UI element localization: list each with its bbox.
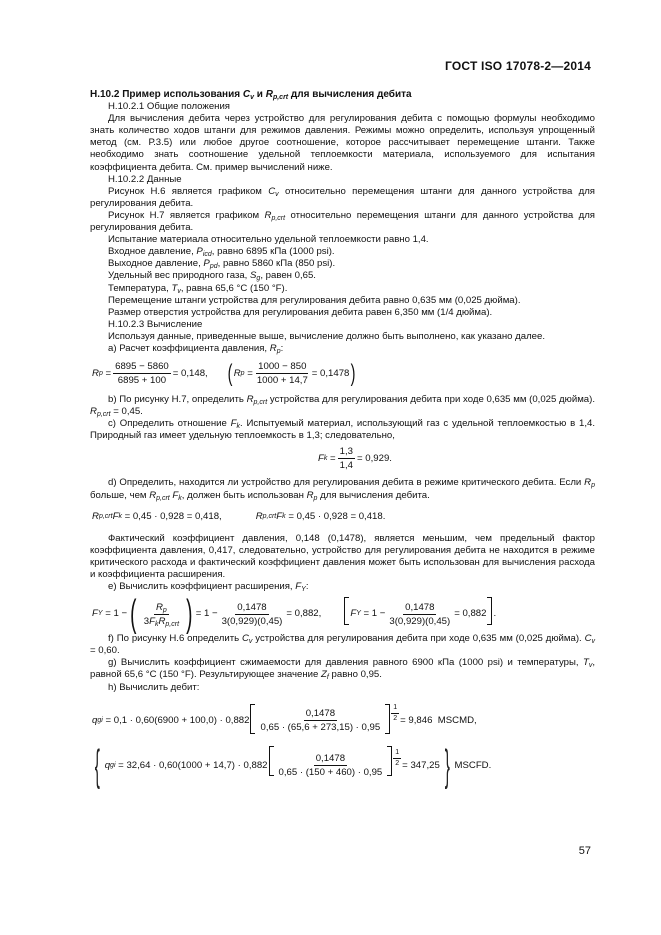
formula-critical: R p,crt F k = 0,45 · 0,928 = 0,418, R p,crt F k = 0,45 · 0,928 = 0,418. [92,510,386,522]
step-a: a) Расчет коэффициента давления, $R_p$: [108,342,284,355]
subheading-calculation: Н.10.2.3 Вычисление [108,318,203,330]
step-c: c) Определить отношение $F_k$. Испытуемый материал, использующий газ с удельной теплоемкостью в 1,4. Природный газ имеет удельную теплоемкость в 1,3; следовательно, [90,418,596,442]
formula-fk: F k = $\frac{1,3}{1,4}$ = 0,929. [318,446,392,472]
paragraph-gas-gravity: Удельный вес природного газа, $S_g$, равен 0,65. [108,270,316,283]
paragraph-specific-heat: Испытание материала относительно удельной теплоемкости равно 1,4. [108,234,429,246]
paragraph-general: Для вычисления дебита через устройство для регулирования дебита с помощью формулы необходимо знать количество ходов штанги для режимов давления. Режимы можно определить, используя упрощенный метод (см. Р.3.5) или любое другое соотношение, которое рассчитывает перемещение штанги. Также необходимо знать соотношение удельной теплоемкости материала, используемого для испытания коэффициента дебита. См. пример вычислений ниже. [90,113,595,173]
formula-rp: R p = $\frac{6895 - 5860}{6895 + 100}$ = 0,148, ( R p = $\frac{1000 - 850}{1000 + 14,7}$ = 0,1478 ) [92,359,356,387]
page-number: 57 [578,845,591,857]
paragraph-orifice-size: Размер отверстия устройства для регулирования дебита равен 6,350 мм (1/4 дюйма). [108,306,493,318]
paragraph-temperature: Температура, $T_v$, равна 65,6 °C (150 °F). [108,282,288,295]
step-d: d) Определить, находится ли устройство для регулирования дебита в режиме критического дебита. Если $R_p$ больше, чем $R_{p,crt}$ $F_k$, должен быть использован $R_p$ для вычисления дебита. [90,477,595,502]
step-e: e) Вычислить коэффициент расширения, $F_Y$: [108,581,309,594]
section-heading: Н.10.2 Пример использования $C_v$ и $R_{p,crt}$ для вычисления дебита [90,89,412,101]
document-body [90,89,596,790]
paragraph-actual-ratio: Фактический коэффициент давления, 0,148 (0,1478), является меньшим, чем предельный фактор коэффициента давления, 0,417, следовательно, устройство для регулирования дебита не находится в режиме критического расхода и фактический коэффициент давления может быть использован для вычисления расхода и коэффициента расширения. [90,532,595,580]
paragraph-figure-h6: Рисунок Н.6 является графиком $C_v$ относительно перемещения штанги для данного устройства для регулирования дебита. [90,185,596,209]
step-h: h) Вычислить дебит: [108,681,200,693]
step-f: f) По рисунку Н.6 определить $C_v$ устройства для регулирования дебита при ходе 0,635 мм (0,025 дюйма). $C_v = 0,60$. [90,633,595,657]
paragraph-inlet-pressure: Входное давление, $P_{icd}$, равно 6895 кПа (1000 psi). [108,246,335,259]
paragraph-outlet-pressure: Выходное давление, $P_{pd}$, равно 5860 кПа (850 psi). [108,258,336,271]
formula-q-imperial: { q gi = 32,64 · 0,60(1000 + 14,7) · 0,882 $\frac{0,1478}{0,65 \cdot (150 + 460) \cdot 0,95}$ $\frac{1}{2}$ = 347,25 } MSCFD. [94,740,492,790]
subheading-data: Н.10.2.2 Данные [108,173,182,185]
paragraph-calculation-intro: Используя данные, приведенные выше, вычисление должно быть выполнено, как указано далее. [108,330,545,342]
subheading-general: Н.10.2.1 Общие положения [108,101,231,113]
standard-header: ГОСТ ISO 17078-2—2014 [445,59,591,73]
step-b: b) По рисунку Н.7, определить $R_{p,crt}$ устройства для регулирования дебита при ходе 0,635 мм (0,025 дюйма). $R_{p,crt} = 0,45$. [90,394,595,419]
formula-q-metric: q gi = 0,1 · 0,60(6900 + 100,0) · 0,882 $\frac{0,1478}{0,65 \cdot (65,6 + 273,15) \cdot 0,95}$ $\frac{1}{2}$ = 9,846 MSCMD, [92,704,477,734]
paragraph-figure-h7: Рисунок Н.7 является графиком $R_{p,crt}$ относительно перемещения штанги для данного устройства для регулирования дебита. [90,209,596,234]
paragraph-stem-travel: Перемещение штанги устройства для регулирования дебита равно 0,635 мм (0,025 дюйма). [108,294,521,306]
formula-fy: F Y = 1 − ( $\frac{R_p}{3F_kR_{p,crt}}$ ) = 1 − $\frac{0,1478}{3(0,929)(0,45)}$ = 0,882, F Y = 1 − $\frac{0,1478}{3(0,929)(0,45)}$ = 0,882 . [92,593,497,636]
step-g: g) Вычислить коэффициент сжимаемости для давления равного 6900 кПа (1000 psi) и температуры, $T_v$, равной 65,6 °C (150 °F). Результирующее значение $Z_f$ равно 0,95. [90,657,595,682]
